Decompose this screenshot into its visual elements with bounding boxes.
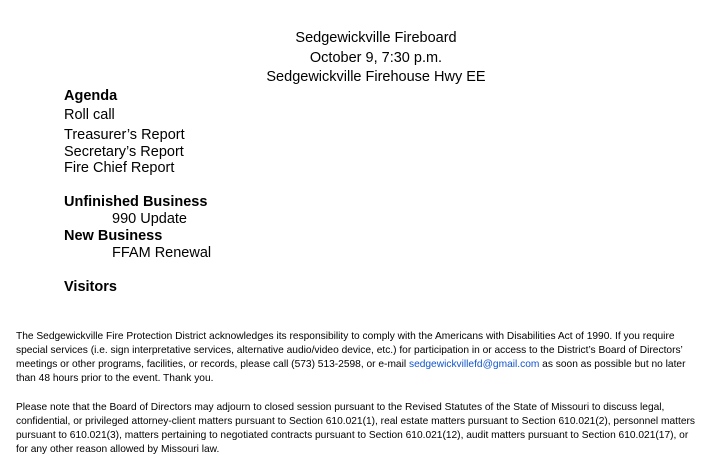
new-business-heading: New Business [64,228,163,244]
ada-notice-part1: The Sedgewickville Fire Protection District acknowledges its responsibility to comply with the Americans with Disabilities Act of 1990. If you require special services (i.e. sign interpretative services, alternative audio/video device, etc.) for participation in or access to the District’s Board of Directors’ meetings or other programs, facilities, or records, please call (573) 513-2598, or e-mail [16,331,683,370]
board-name: Sedgewickville Fireboard [295,30,457,46]
roll-call-item: Roll call [64,107,115,123]
email-link[interactable]: sedgewickvillefd@gmail.com [408,359,540,370]
closed-session-notice [16,401,700,457]
new-business-item: FFAM Renewal [112,245,212,261]
meeting-header [0,29,712,88]
unfinished-item: 990 Update [112,211,187,227]
unfinished-business-heading: Unfinished Business [64,194,208,210]
meeting-date: October 9, 7:30 p.m. [309,49,443,66]
treasurer-report-item: Treasurer’s Report [64,127,185,143]
ada-notice-part2: as soon as possible but no later than 48 hours prior to the event. Thank you. [16,359,686,384]
agenda-heading: Agenda [64,88,118,104]
visitors-heading: Visitors [64,279,117,295]
meeting-location: Sedgewickville Firehouse Hwy EE [266,69,486,85]
ada-notice-text [16,330,700,386]
ada-notice [16,330,700,386]
fire-chief-report-item: Fire Chief Report [64,160,175,176]
secretary-report-item: Secretary’s Report [64,144,184,160]
closed-session-text: Please note that the Board of Directors may adjourn to closed session pursuant to the Revised Statutes of the State of Missouri to discuss legal, confidential, or privileged attorney-client matters pursuant to Section 610.021(1), real estate matters pursuant to Section 610.021(2), personnel matters pursuant to 610.021(3), matters pertaining to negotiated contracts pursuant to Section 610.021(12), audit matters pursuant to Section 610.021(17), or for any other reason allowed by Missouri law. [16,402,695,455]
